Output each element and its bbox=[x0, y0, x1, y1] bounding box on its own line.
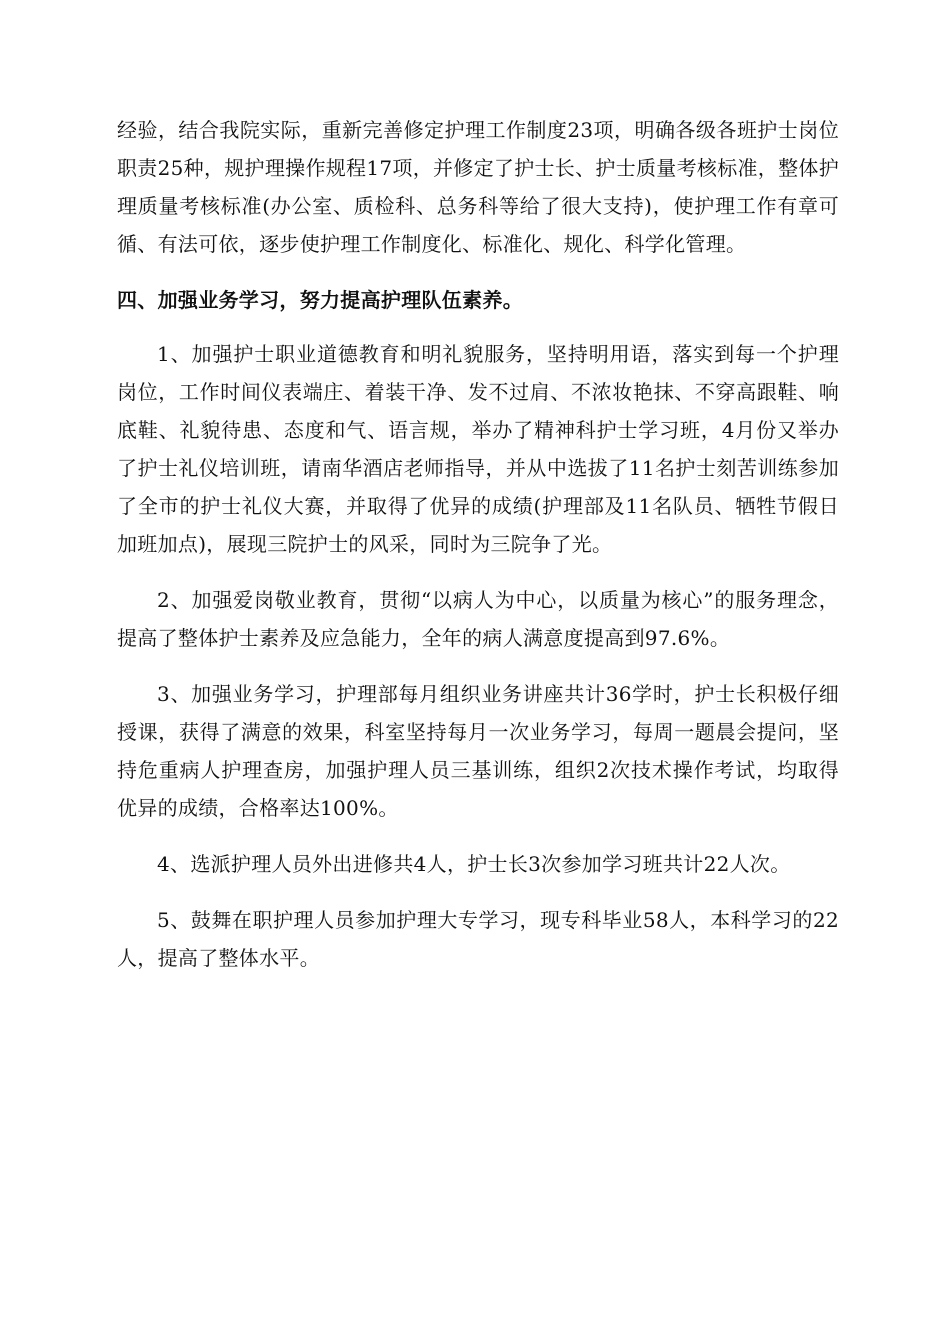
list-item-3: 3、加强业务学习，护理部每月组织业务讲座共计36学时，护士长积极仔细授课，获得了满意的效果，科室坚持每月一次业务学习，每周一题晨会提问，坚持危重病人护理查房，加强护理人员三基训练，组织2次技术操作考试，均取得优异的成绩，合格率达100%。 bbox=[117, 682, 839, 820]
list-item-2: 2、加强爱岗敬业教育，贯彻“以病人为中心，以质量为核心”的服务理念，提高了整体护士素养及应急能力，全年的病人满意度提高到97.6%。 bbox=[117, 588, 839, 650]
list-item-4: 4、选派护理人员外出进修共4人，护士长3次参加学习班共计22人次。 bbox=[157, 852, 791, 876]
intro-paragraph: 经验，结合我院实际，重新完善修定护理工作制度23项，明确各级各班护士岗位职责25种，规护理操作规程17项，并修定了护士长、护士质量考核标准，整体护理质量考核标准(办公室、质检科、总务科等给了很大支持)，使护理工作有章可循、有法可依，逐步使护理工作制度化、标准化、规化、科学化管理。 bbox=[117, 118, 839, 256]
section-heading: 四、加强业务学习，努力提高护理队伍素养。 bbox=[117, 288, 523, 312]
list-item-1: 1、加强护士职业道德教育和明礼貌服务，坚持明用语，落实到每一个护理岗位，工作时间仪表端庄、着装干净、发不过肩、不浓妆艳抹、不穿高跟鞋、响底鞋、礼貌待患、态度和气、语言规，举办了精神科护士学习班，4月份又举办了护士礼仪培训班，请南华酒店老师指导，并从中选拔了11名护士刻苦训练参加了全市的护士礼仪大赛，并取得了优异的成绩(护理部及11名队员、牺牲节假日加班加点)，展现三院护士的风采，同时为三院争了光。 bbox=[117, 342, 839, 556]
document-page bbox=[117, 111, 839, 995]
list-item-5: 5、鼓舞在职护理人员参加护理大专学习，现专科毕业58人，本科学习的22人，提高了整体水平。 bbox=[117, 908, 839, 970]
